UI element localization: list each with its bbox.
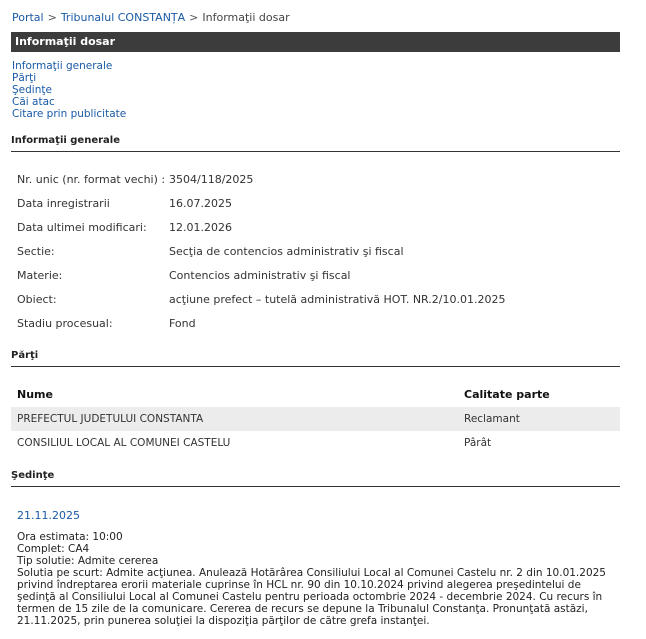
session-details [17,531,617,627]
info-label: Data ultimei modificari: [17,221,147,234]
page-title: Informaţii dosar [11,32,620,52]
parties-column-name: Nume [17,388,53,401]
info-label: Stadiu procesual: [17,317,113,330]
breadcrumb-portal-link[interactable]: Portal [12,11,44,24]
info-value: Fond [169,317,196,330]
breadcrumb-separator: > [47,11,57,24]
party-role: Reclamant [464,413,520,425]
general-info-heading: Informaţii generale [11,135,620,152]
breadcrumb-court-link[interactable]: Tribunalul CONSTANȚA [60,11,186,24]
session-estimated-time: Ora estimata: 10:00 [17,531,123,543]
info-label: Nr. unic (nr. format vechi) : [17,173,166,186]
party-name: CONSILIUL LOCAL AL COMUNEI CASTELU [17,437,231,449]
session-panel: Complet: CA4 [17,543,90,555]
parties-column-role: Calitate parte [464,388,550,401]
info-value: Contencios administrativ şi fiscal [169,269,351,282]
toc-link-sessions[interactable]: Şedinţe [12,84,52,96]
info-label: Sectie: [17,245,55,258]
info-value: acţiune prefect – tutelă administrativă HOT. NR.2/10.01.2025 [169,293,506,306]
info-label: Obiect: [17,293,57,306]
session-date: 21.11.2025 [17,509,80,522]
toc-link-parties[interactable]: Părţi [12,72,37,84]
section-links [12,60,126,120]
breadcrumb [12,11,290,24]
table-row [11,407,620,431]
table-row [11,431,620,455]
info-label: Data inregistrarii [17,197,110,210]
breadcrumb-current: Informaţii dosar [202,11,290,24]
sessions-heading: Şedinţe [11,470,620,487]
toc-link-appeals[interactable]: Căi atac [12,96,55,108]
toc-link-general[interactable]: Informaţii generale [12,60,113,72]
session-solution-type: Tip solutie: Admite cererea [17,555,159,567]
party-name: PREFECTUL JUDETULUI CONSTANTA [17,413,204,425]
info-label: Materie: [17,269,63,282]
toc-link-public-summons[interactable]: Citare prin publicitate [12,108,127,120]
parties-heading: Părţi [11,350,620,367]
info-value: 3504/118/2025 [169,173,254,186]
session-solution-summary: Solutia pe scurt: Admite acţiunea. Anulează Hotărârea Consiliului Local al Comunei Castelu nr. 2 din 10.01.2025 privind îndreptarea erorii materiale cuprinse în HCL nr. 90 din 10.10.2024 privind alegerea preşedintelui de şedinţă al Consiliului Local al Comunei Castelu pentru perioada octombrie 2024 - decembrie 2024. Cu recurs în termen de 15 zile de la comunicare. Cererea de recurs se depune la Tribunalul Constanţa. Pronunţată astăzi, 21.11.2025, prin punerea soluţiei la dispoziţia părţilor de către grefa instanţei. [17,567,610,627]
info-value: Secţia de contencios administrativ şi fiscal [169,245,404,258]
party-role: Pârât [464,437,492,449]
breadcrumb-separator: > [189,11,199,24]
info-value: 16.07.2025 [169,197,232,210]
info-value: 12.01.2026 [169,221,232,234]
